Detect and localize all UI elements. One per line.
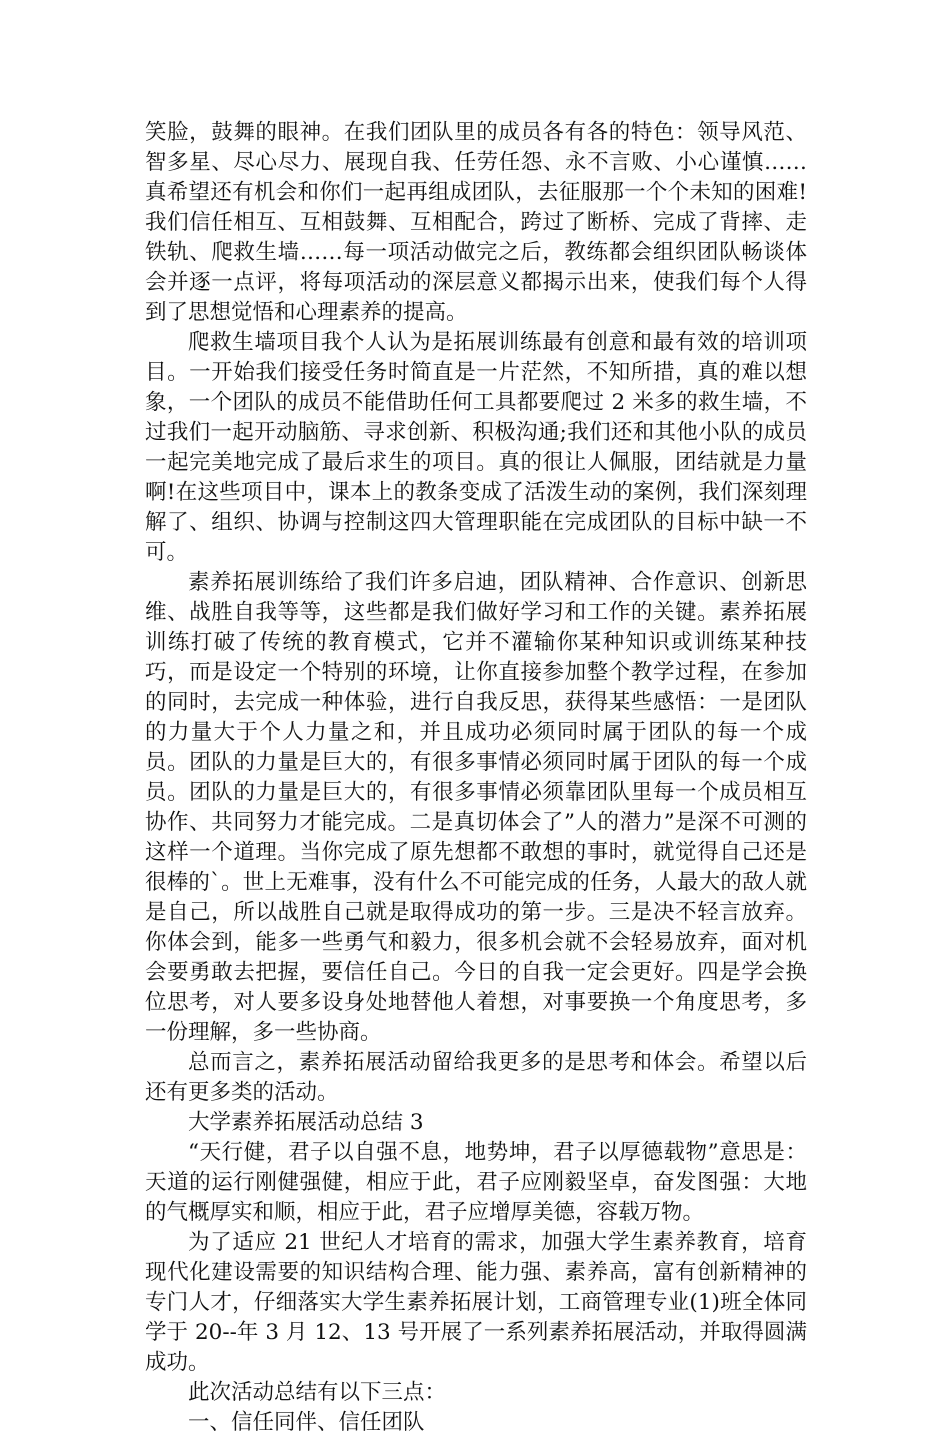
paragraph-quote: “天行健，君子以自强不息，地势坤，君子以厚德载物”意思是：天道的运行刚健强健，相应于此，君子应刚毅坚卓，奋发图强：大地的气概厚实和顺，相应于此，君子应增厚美德，容载万物。 — [145, 1140, 807, 1225]
paragraph-climbing-wall: 爬救生墙项目我个人认为是拓展训练最有创意和最有效的培训项目。一开始我们接受任务时简直是一片茫然，不知所措，真的难以想象，一个团队的成员不能借助任何工具都要爬过 2 米多的救生墙，不过我们一起开动脑筋、寻求创新、积极沟通;我们还和其他小队的成员一起完美地完成了最后求生的项目。真的很让人佩服，团结就是力量啊!在这些项目中，课本上的教条变成了活泼生动的案例，我们深刻理解了、组织、协调与控制这四大管理职能在完成团队的目标中缺一不可。 — [145, 330, 807, 565]
paragraph-training-insights: 素养拓展训练给了我们许多启迪，团队精神、合作意识、创新思维、战胜自我等等，这些都是我们做好学习和工作的关键。素养拓展训练打破了传统的教育模式，它并不灌输你某种知识或训练某种技巧，而是设定一个特别的环境，让你直接参加整个教学过程，在参加的同时，去完成一种体验，进行自我反思，获得某些感悟：一是团队的力量大于个人力量之和，并且成功必须同时属于团队的每一个成员。团队的力量是巨大的，有很多事情必须同时属于团队的每一个成员。团队的力量是巨大的，有很多事情必须靠团队里每一个成员相互协作、共同努力才能完成。二是真切体会了”人的潜力”是深不可测的这样一个道理。当你完成了原先想都不敢想的事时，就觉得自己还是很棒的`。世上无难事，没有什么不可能完成的任务，人最大的敌人就是自己，所以战胜自己就是取得成功的第一步。三是决不轻言放弃。你体会到，能多一些勇气和毅力，很多机会就不会轻易放弃，面对机会要勇敢去把握，要信任自己。今日的自我一定会更好。四是学会换位思考，对人要多设身处地替他人着想，对事要换一个角度思考，多一份理解，多一些协商。 — [145, 570, 807, 1045]
paragraph-summary: 总而言之，素养拓展活动留给我更多的是思考和体会。希望以后还有更多类的活动。 — [145, 1050, 807, 1105]
section-title: 大学素养拓展活动总结 3 — [188, 1110, 424, 1135]
paragraph-background: 为了适应 21 世纪人才培育的需求，加强大学生素养教育，培育现代化建设需要的知识结构合理、能力强、素养高，富有创新精神的专门人才，仔细落实大学生素养拓展计划，工商管理专业(1)班全体同学于 20--年 3 月 12、13 号开展了一系列素养拓展活动，并取得圆满成功。 — [145, 1230, 807, 1375]
paragraph-continuation: 笑脸，鼓舞的眼神。在我们团队里的成员各有各的特色：领导风范、智多星、尽心尽力、展现自我、任劳任怨、永不言败、小心谨慎……真希望还有机会和你们一起再组成团队，去征服那一个个未知的困难!我们信任相互、互相鼓舞、互相配合，跨过了断桥、完成了背摔、走铁轨、爬救生墙……每一项活动做完之后，教练都会组织团队畅谈体会并逐一点评，将每项活动的深层意义都揭示出来，使我们每个人得到了思想觉悟和心理素养的提高。 — [145, 120, 807, 325]
document-body — [145, 118, 807, 1438]
paragraph-points-intro: 此次活动总结有以下三点： — [188, 1380, 447, 1405]
point-heading-trust: 一、信任同伴、信任团队 — [188, 1410, 425, 1435]
